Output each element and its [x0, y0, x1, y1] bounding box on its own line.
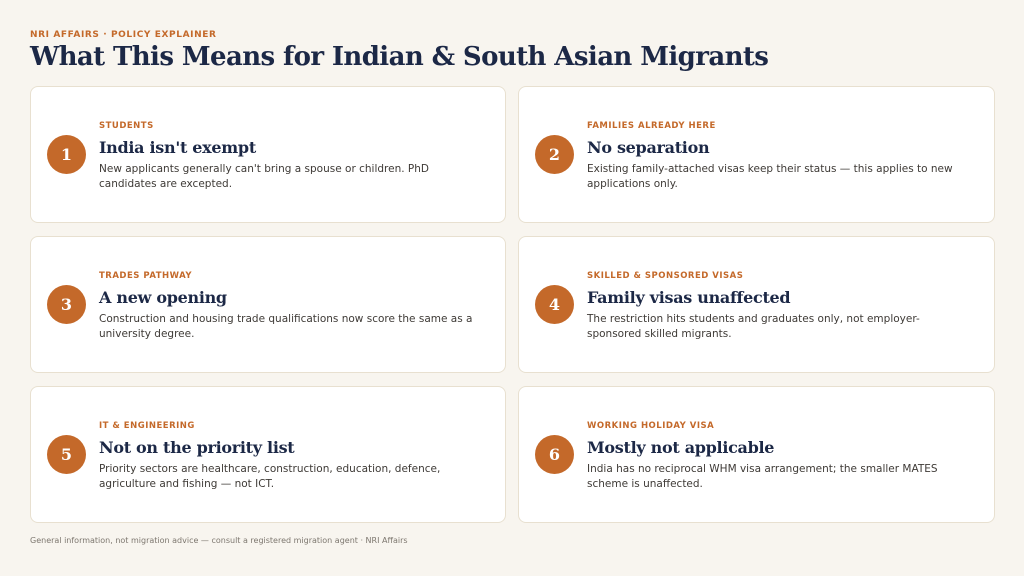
card-description: Existing family-attached visas keep their status — this applies to new applications only. — [587, 163, 953, 190]
info-card-working-holiday — [518, 386, 995, 523]
number-badge: 4 — [535, 285, 574, 324]
card-description: Construction and housing trade qualifications now score the same as a university degree. — [99, 313, 473, 340]
number-badge: 5 — [47, 435, 86, 474]
info-card-trades — [30, 236, 506, 373]
info-card-it-engineering — [30, 386, 506, 523]
card-description: Priority sectors are healthcare, construction, education, defence, agriculture and fishing — not ICT. — [99, 463, 441, 490]
section-kicker: NRI AFFAIRS · POLICY EXPLAINER — [30, 30, 217, 40]
card-title: Mostly not applicable — [587, 438, 775, 457]
card-description: New applicants generally can't bring a spouse or children. PhD candidates are excepted. — [99, 163, 429, 190]
card-title: A new opening — [99, 288, 227, 307]
card-title: No separation — [587, 138, 710, 157]
card-title: Not on the priority list — [99, 438, 295, 457]
card-grid — [30, 86, 995, 523]
card-category: FAMILIES ALREADY HERE — [587, 121, 716, 131]
card-description: India has no reciprocal WHM visa arrangement; the smaller MATES scheme is unaffected. — [587, 463, 938, 490]
number-badge: 6 — [535, 435, 574, 474]
number-badge: 2 — [535, 135, 574, 174]
card-category: SKILLED & SPONSORED VISAS — [587, 271, 744, 281]
card-category: STUDENTS — [99, 121, 154, 131]
card-category: IT & ENGINEERING — [99, 421, 195, 431]
number-badge: 1 — [47, 135, 86, 174]
card-description: The restriction hits students and graduates only, not employer-sponsored skilled migrants. — [587, 313, 920, 340]
number-badge: 3 — [47, 285, 86, 324]
card-category: TRADES PATHWAY — [99, 271, 193, 281]
card-category: WORKING HOLIDAY VISA — [587, 421, 715, 431]
page-title: What This Means for Indian & South Asian Migrants — [30, 42, 769, 72]
info-card-students — [30, 86, 506, 223]
card-title: India isn't exempt — [99, 138, 256, 157]
info-card-families — [518, 86, 995, 223]
info-card-skilled-visas — [518, 236, 995, 373]
footer-disclaimer: General information, not migration advice — consult a registered migration agent · NRI Affairs — [30, 536, 408, 545]
card-title: Family visas unaffected — [587, 288, 791, 307]
